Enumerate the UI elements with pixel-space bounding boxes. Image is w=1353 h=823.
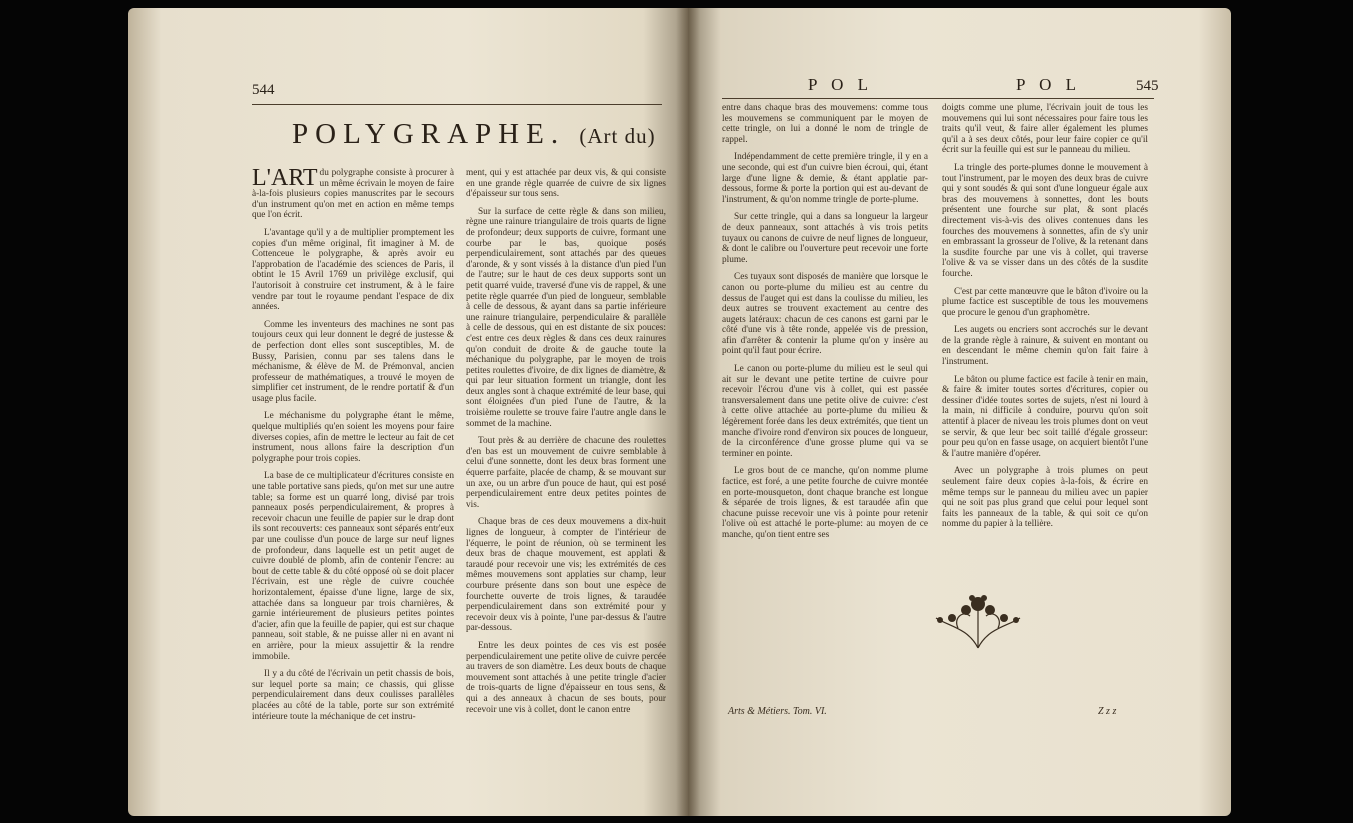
right-column-2 (942, 103, 1148, 573)
paragraph: C'est par cette manœuvre que le bâton d'ivoire ou la plume factice est susceptible de tous les mouvemens que procure le genou d'un graphomètre. (942, 286, 1148, 318)
paragraph: La base de ce multiplicateur d'écritures consiste en une table portative sans pieds, qu'on met sur une autre table; sa forme est un quarré long, divisé par trois panneaux posés perpendiculairement, & propres à recevoir chacun une feuille de papier sur le drap dont ils sont recouverts: ces panneaux sont séparés entr'eux par une coulisse d'un pouce de large sur neuf lignes de profondeur, dans laquelle est un petit auget de cuivre doublé de plomb, afin de contenir l'encre: au bout de cette table & du côté opposé où se doit placer l'écrivain, est une règle de cuivre couchée horizontalement, épaisse d'une ligne, large de six, attachée dans sa longueur par trois charnières, & garnie intérieurement de plusieurs petites pointes d'acier, afin que la feuille de papier, qui est sur chaque panneau, soit stable, & ne puisse aller ni en avant ni en arrière, pour la mieux assujettir & la rendre immobile. (252, 471, 454, 662)
paragraph: ment, qui y est attachée par deux vis, & qui consiste en une grande règle quarrée de cuivre de six lignes d'épaisseur sur tous sens. (466, 168, 666, 200)
paragraph: Chaque bras de ces deux mouvemens a dix-huit lignes de longueur, à compter de l'intérieur de l'équerre, le point de réunion, où se terminent les deux bras de chaque mouvement, est applati & taraudé pour recevoir une vis; les extrémités de ces mêmes mouvemens sont applaties sur champ, leur courbure présente dans son bout une espèce de fourchette ouverte de trois lignes, & taraudée perpendiculairement dans son extrémité pour y recevoir deux vis à pointe, l'une par-dessus & l'autre par-dessous. (466, 517, 666, 634)
header-rule (722, 98, 1154, 99)
paragraph: Comme les inventeurs des machines ne sont pas toujours ceux qui leur donnent le degré de justesse & de perfection dont elles sont susceptibles, M. de Bussy, Parisien, connu par ses talens dans le méchanisme, & élève de M. de Prémonval, ancien professeur de mathématiques, a trouvé le moyen de simplifier cet instrument, de le rendre portatif & d'un usage plus facile. (252, 319, 454, 404)
paragraph: entre dans chaque bras des mouvemens: comme tous les mouvemens se communiquent par le moyen de cette tringle, on lui a donné le nom de tringle de rappel. (722, 103, 928, 145)
paragraph: Sur la surface de cette règle & dans son milieu, règne une rainure triangulaire de trois quarts de ligne de profondeur; deux supports de cuivre, formant une courbe par le bas, quoique posés perpendiculairement, sont attachés par des queues d'aronde, & y sont vissés à la distance d'un pied l'un de l'autre; sur le haut de ces deux supports sont un petit quarré vuide, traversé d'une vis de rappel, & une petite règle quarrée d'un pied de longueur, semblable à celle de dessous, & ayant dans sa partie inférieure une rainure triangulaire, perpendiculaire & parallèle à celle de dessous, qui en est distante de six pouces: c'est entre ces deux règles & dans ces deux rainures qu'on conduit de droite & de gauche toute la méchanique du polygraphe, par le moyen de trois petites roulettes d'ivoire, de dix lignes de diamètre, & qui par leur situation forment un triangle, dont les deux angles sont à chaque extrémité de leur base, qui sont éloignées d'un pied l'une de l'autre, & la troisième roulette se trouve faire l'autre angle dans le sommet de la machine. (466, 206, 666, 429)
paragraph: Les augets ou encriers sont accrochés sur le devant de la grande règle à rainure, & suivent en montant ou en descendant le même chemin qu'on fait faire à l'instrument. (942, 325, 1148, 368)
footer-volume: Arts & Métiers. Tom. VI. (728, 706, 827, 717)
header-rule (252, 104, 662, 105)
paragraph: du polygraphe consiste à procurer à un même écrivain le moyen de faire à-la-fois plusieurs copies manuscrites par le secours d'un instrument qu'on met en action en même temps que l'on écrit. (252, 168, 454, 221)
floral-ornament-icon (928, 588, 1028, 654)
paragraph: Indépendamment de cette première tringle, il y en a une seconde, qui est d'un cuivre bien écroui, qui, étant large d'une ligne & demie, & étant applatie par-dessous, forme & porte la portion qui est au-devant de l'instrument, & qu'on nomme tringle de porte-plume. (722, 152, 928, 205)
page-title (292, 118, 656, 151)
left-column-1 (252, 165, 454, 728)
left-column-2 (466, 168, 666, 748)
right-column-1 (722, 103, 928, 593)
footer-signature: Z z z (1098, 706, 1117, 717)
paragraph: Ces tuyaux sont disposés de manière que lorsque le canon ou porte-plume du milieu est au centre du dessus de l'auget qui est dans la coulisse du milieu, les deux autres se trouvent exactement au centre des augets latéraux: chacun de ces canons est garni par le côté d'une vis à tête ronde, appelée vis de pression, afin d'arrêter & contenir la plume qu'on y insère au point qu'il faut pour écrire. (722, 272, 928, 357)
paragraph: Sur cette tringle, qui a dans sa longueur la largeur de deux panneaux, sont attachés à vis trois petits tuyaux ou canons de cuivre de neuf lignes de longueur, & dont le calibre ou l'ouverture peut recevoir une forte plume. (722, 212, 928, 265)
paragraph: Entre les deux pointes de ces vis est posée perpendiculairement une petite olive de cuivre percée au travers de son diamètre. Les deux bouts de chaque mouvement sont attachés à une petite tringle d'acier de trois-quarts de ligne d'épaisseur en tous sens, & qui a des anneaux à chacun de ses bouts, pour recevoir une vis à collet, dont le canon entre (466, 640, 666, 715)
paragraph: Il y a du côté de l'écrivain un petit chassis de bois, sur lequel porte sa main; ce chassis, qui glisse perpendiculairement dans deux coulisses parallèles placées au côté de la table, porte sur son extrémité intérieure toute la méchanique de cet instru- (252, 669, 454, 722)
page-number-right: 545 (1136, 78, 1159, 94)
paragraph: Le bâton ou plume factice est facile à tenir en main, & faire & imiter toutes sortes d'écritures, copier ou dessiner d'idée toutes sortes de sujets, n'est ni lourd à la main, ni difficile à conduire, pourvu qu'on soit attentif à placer de niveau les trois plumes dont on veut se servir, & que leur bec soit taillé d'égale grosseur: pour peu qu'on en fasse usage, on acquiert bientôt l'une & l'autre manière d'opérer. (942, 374, 1148, 459)
paragraph: Le canon ou porte-plume du milieu est le seul qui ait sur le devant une petite tertine de cuivre pour recevoir l'écrou d'une vis à collet, qui est passée transversalement dans une petite olive de cuivre: c'est à cette olive attachée au porte-plume du milieu & légèrement forée dans les deux extrémités, que tient un manche d'ivoire rond d'environ six pouces de longueur, de la circonférence d'une grosse plume qui va se terminer en pointe. (722, 364, 928, 459)
open-book (128, 8, 1231, 816)
paragraph: Avec un polygraphe à trois plumes on peut seulement faire deux copies à-la-fois, & écrire en même temps sur le panneau du milieu avec un papier qui ne soit pas plus grand que celui pour lequel sont faits les panneaux de la table, & qui soit ce qu'on nomme du papier à la tellière. (942, 466, 1148, 530)
paragraph: Le méchanisme du polygraphe étant le même, quelque multipliés qu'en soient les moyens pour faire diverses copies, afin de mettre le lecteur au fait de cet instrument, nous allons faire la description d'un polygraphe pour trois copies. (252, 411, 454, 464)
left-page (128, 8, 688, 816)
paragraph: Le gros bout de ce manche, qu'on nomme plume factice, est foré, a une petite fourche de cuivre montée en porte-mousqueton, dont chaque branche est longue & séparée de trois lignes, & est taraudée afin que chacune puisse recevoir une vis à pointe pour retenir l'olive où est attaché le porte-plume: au moyen de ce manche, qu'on tient entre ses (722, 466, 928, 540)
drop-cap: L'ART (252, 165, 318, 191)
paragraph: Tout près & au derrière de chacune des roulettes d'en bas est un mouvement de cuivre semblable à celui d'une sonnette, dont les deux bras forment une équerre parfaite, placée de champ, & se mouvant sur un axe, ou un arbre d'un pouce de haut, qui est posé perpendiculairement entre deux petites pointes de vis. (466, 436, 666, 510)
paragraph: doigts comme une plume, l'écrivain jouit de tous les mouvemens qui lui sont nécessaires pour faire tous les traits qu'il veut, & faire aller également les plumes qu'il a à ses deux côtés, pour leur faire copier ce qu'il écrit sur la feuille qui est sur le panneau du milieu. (942, 103, 1148, 156)
book-gutter (676, 8, 700, 816)
title-subtitle: (Art du) (579, 124, 656, 148)
title-text: POLYGRAPHE. (292, 118, 566, 150)
page-number-left: 544 (252, 82, 275, 98)
right-page (688, 8, 1231, 816)
running-head-left: P O L (808, 75, 873, 94)
running-head-right: P O L (1016, 75, 1081, 94)
paragraph: La tringle des porte-plumes donne le mouvement à tout l'instrument, par le moyen des deux bras de cuivre qui y sont soudés & qui sont d'une longueur égale aux bras des mouvemens à sonnettes, dont les bouts présentent une fourche sur plat, & sont placés directement vis-à-vis des olives contenues dans les fourches des mouvemens à sonnettes, afin de s'y unir en embrassant la grosseur de l'olive, & la retenant dans la susdite fourche par une vis à collet, qui traverse l'olive & va se visser dans un des côtés de la susdite fourche. (942, 162, 1148, 279)
paragraph: L'avantage qu'il y a de multiplier promptement les copies d'un même original, fit imaginer à M. de Cottenceue le polygraphe, & après avoir eu l'approbation de l'académie des sciences de Paris, il obtint le 15 Avril 1769 un privilège exclusif, qui l'autorisoit à construire cet instrument, & à le faire vendre par tout le royaume pendant l'espace de dix années. (252, 227, 454, 313)
